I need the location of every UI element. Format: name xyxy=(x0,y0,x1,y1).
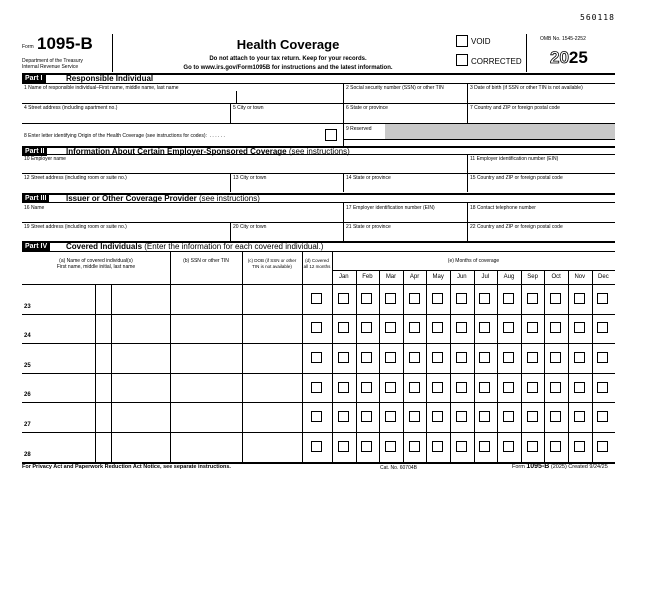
covered-all-12-months-checkbox[interactable] xyxy=(311,382,322,393)
month-checkbox-jun[interactable] xyxy=(456,411,467,422)
month-checkbox-apr[interactable] xyxy=(409,293,420,304)
part3-badge: Part III xyxy=(22,194,49,203)
covered-all-12-months-checkbox[interactable] xyxy=(311,352,322,363)
month-checkbox-mar[interactable] xyxy=(385,352,396,363)
covered-all-12-months-checkbox[interactable] xyxy=(311,441,322,452)
field-20-label: 20 City or town xyxy=(233,224,267,230)
part2-badge: Part II xyxy=(22,147,47,156)
month-header-may: May xyxy=(432,274,444,280)
month-checkbox-feb[interactable] xyxy=(361,322,372,333)
month-checkbox-feb[interactable] xyxy=(361,293,372,304)
row-number: 26 xyxy=(24,392,31,399)
field-18-label: 18 Contact telephone number xyxy=(470,205,536,211)
month-checkbox-sep[interactable] xyxy=(527,382,538,393)
month-checkbox-jul[interactable] xyxy=(479,293,490,304)
month-header-oct: Oct xyxy=(551,274,561,280)
omb-number: OMB No. 1545-2252 xyxy=(540,36,586,42)
reserved-shaded-area xyxy=(385,124,615,139)
month-checkbox-jan[interactable] xyxy=(338,441,349,452)
month-checkbox-oct[interactable] xyxy=(550,441,561,452)
month-header-mar: Mar xyxy=(385,274,397,280)
field-14-label: 14 State or province xyxy=(346,175,391,181)
month-checkbox-dec[interactable] xyxy=(597,441,608,452)
month-checkbox-jun[interactable] xyxy=(456,322,467,333)
month-header-dec: Dec xyxy=(598,274,609,280)
dept-line1: Department of the Treasury xyxy=(22,58,83,64)
part4-title: Covered Individuals (Enter the information for each covered individual.) xyxy=(66,242,324,251)
field-12-label: 12 Street address (including room or suite no.) xyxy=(24,175,127,181)
barcode-number: 560118 xyxy=(580,13,615,22)
month-checkbox-mar[interactable] xyxy=(385,322,396,333)
field-17-label: 17 Employer identification number (EIN) xyxy=(346,205,435,211)
month-checkbox-oct[interactable] xyxy=(550,382,561,393)
month-header-jun: Jun xyxy=(456,274,467,280)
field-9-label: 9 Reserved xyxy=(346,126,372,132)
part3-title: Issuer or Other Coverage Provider (see instructions) xyxy=(66,194,260,203)
month-checkbox-jan[interactable] xyxy=(338,293,349,304)
part2-title: Information About Certain Employer-Sponsored Coverage (see instructions) xyxy=(66,147,350,156)
month-checkbox-may[interactable] xyxy=(432,382,443,393)
month-header-jul: Jul xyxy=(481,274,490,280)
month-header-sep: Sep xyxy=(527,274,538,280)
month-checkbox-dec[interactable] xyxy=(597,293,608,304)
field-13-label: 13 City or town xyxy=(233,175,267,181)
covered-all-12-months-checkbox[interactable] xyxy=(311,293,322,304)
form-reference: Form 1095-B (2025) Created 9/24/25 xyxy=(512,463,608,470)
month-checkbox-apr[interactable] xyxy=(409,352,420,363)
month-checkbox-jan[interactable] xyxy=(338,352,349,363)
month-checkbox-oct[interactable] xyxy=(550,352,561,363)
month-checkbox-jun[interactable] xyxy=(456,382,467,393)
field-5-label: 5 City or town xyxy=(233,105,264,111)
dept-line2: Internal Revenue Service xyxy=(22,64,79,70)
tax-year: 2025 xyxy=(550,48,588,67)
month-checkbox-feb[interactable] xyxy=(361,411,372,422)
subtitle-2: Go to www.irs.gov/Form1095B for instructions and the latest information. xyxy=(183,65,393,71)
field-7-label: 7 Country and ZIP or foreign postal code xyxy=(470,105,560,111)
month-header-aug: Aug xyxy=(503,274,515,280)
month-checkbox-aug[interactable] xyxy=(503,352,514,363)
month-checkbox-mar[interactable] xyxy=(385,411,396,422)
month-checkbox-dec[interactable] xyxy=(597,352,608,363)
month-checkbox-apr[interactable] xyxy=(409,322,420,333)
form-title: Health Coverage xyxy=(236,37,340,52)
form-number: 1095-B xyxy=(37,34,93,53)
part1-badge: Part I xyxy=(22,74,46,83)
void-label: VOID xyxy=(471,37,491,46)
field-21-label: 21 State or province xyxy=(346,224,391,230)
month-checkbox-nov[interactable] xyxy=(574,411,585,422)
month-checkbox-jul[interactable] xyxy=(479,382,490,393)
month-checkbox-oct[interactable] xyxy=(550,293,561,304)
month-checkbox-aug[interactable] xyxy=(503,441,514,452)
field-4-label: 4 Street address (including apartment no.) xyxy=(24,105,118,111)
form-label: Form xyxy=(22,44,34,50)
row-number: 27 xyxy=(24,422,31,428)
month-header-feb: Feb xyxy=(362,274,373,280)
col-c-header-line2: TIN is not available) xyxy=(252,264,292,269)
corrected-label: CORRECTED xyxy=(471,57,522,66)
part1-title: Responsible Individual xyxy=(66,74,154,83)
month-checkbox-nov[interactable] xyxy=(574,322,585,333)
field-15-label: 15 Country and ZIP or foreign postal code xyxy=(470,175,563,181)
col-c-header-line1: (c) DOB (if SSN or other xyxy=(247,258,297,263)
covered-all-12-months-checkbox[interactable] xyxy=(311,322,322,333)
field-16-label: 16 Name xyxy=(24,205,45,211)
col-b-header: (b) SSN or other TIN xyxy=(183,258,229,264)
col-d-header-line2: all 12 months xyxy=(303,264,331,269)
month-checkbox-oct[interactable] xyxy=(550,322,561,333)
month-checkbox-jan[interactable] xyxy=(338,322,349,333)
part4-badge: Part IV xyxy=(22,242,50,251)
month-checkbox-aug[interactable] xyxy=(503,382,514,393)
field-11-label: 11 Employer identification number (EIN) xyxy=(470,156,559,162)
month-checkbox-nov[interactable] xyxy=(574,382,585,393)
subtitle-1: Do not attach to your tax return. Keep for your records. xyxy=(209,56,367,62)
row-number: 28 xyxy=(24,451,31,458)
month-checkbox-jun[interactable] xyxy=(456,441,467,452)
month-checkbox-oct[interactable] xyxy=(550,411,561,422)
field-10-label: 10 Employer name xyxy=(24,156,66,162)
field-19-label: 19 Street address (including room or suite no.) xyxy=(24,224,127,230)
month-checkbox-jul[interactable] xyxy=(479,411,490,422)
month-checkbox-may[interactable] xyxy=(432,322,443,333)
month-checkbox-aug[interactable] xyxy=(503,293,514,304)
month-checkbox-jul[interactable] xyxy=(479,322,490,333)
month-checkbox-jan[interactable] xyxy=(338,411,349,422)
month-checkbox-jun[interactable] xyxy=(456,293,467,304)
month-checkbox-dec[interactable] xyxy=(597,322,608,333)
month-checkbox-sep[interactable] xyxy=(527,322,538,333)
month-checkbox-may[interactable] xyxy=(432,411,443,422)
month-checkbox-feb[interactable] xyxy=(361,352,372,363)
month-checkbox-feb[interactable] xyxy=(361,441,372,452)
month-checkbox-aug[interactable] xyxy=(503,322,514,333)
col-d-header-line1: (d) Covered xyxy=(305,258,329,263)
month-checkbox-nov[interactable] xyxy=(574,441,585,452)
month-checkbox-mar[interactable] xyxy=(385,441,396,452)
month-header-apr: Apr xyxy=(409,274,420,280)
row-number: 23 xyxy=(24,303,31,310)
month-checkbox-aug[interactable] xyxy=(503,411,514,422)
month-checkbox-jun[interactable] xyxy=(456,352,467,363)
field-22-label: 22 Country and ZIP or foreign postal code xyxy=(470,224,563,230)
month-checkbox-may[interactable] xyxy=(432,352,443,363)
month-checkbox-sep[interactable] xyxy=(527,441,538,452)
void-checkbox[interactable] xyxy=(456,35,468,47)
month-checkbox-may[interactable] xyxy=(432,293,443,304)
month-checkbox-sep[interactable] xyxy=(527,411,538,422)
month-checkbox-sep[interactable] xyxy=(527,293,538,304)
month-checkbox-jul[interactable] xyxy=(479,352,490,363)
month-checkbox-nov[interactable] xyxy=(574,352,585,363)
month-header-jan: Jan xyxy=(338,274,349,280)
row-number: 24 xyxy=(24,333,31,340)
month-checkbox-dec[interactable] xyxy=(597,382,608,393)
month-checkbox-dec[interactable] xyxy=(597,411,608,422)
privacy-notice: For Privacy Act and Paperwork Reduction Act Notice, see separate instructions. xyxy=(22,464,231,470)
field-1-label: 1 Name of responsible individual–First name, middle name, last name xyxy=(24,85,179,91)
covered-all-12-months-checkbox[interactable] xyxy=(311,411,322,422)
corrected-checkbox[interactable] xyxy=(456,54,468,66)
field-8-label: 8 Enter letter identifying Origin of the Health Coverage (see instructions for codes): . . . . . . xyxy=(24,133,225,139)
month-checkbox-jan[interactable] xyxy=(338,382,349,393)
month-checkbox-nov[interactable] xyxy=(574,293,585,304)
month-checkbox-jul[interactable] xyxy=(479,441,490,452)
month-checkbox-may[interactable] xyxy=(432,441,443,452)
field-3-label: 3 Date of birth (if SSN or other TIN is not available) xyxy=(470,85,583,91)
month-checkbox-apr[interactable] xyxy=(409,441,420,452)
col-e-header: (e) Months of coverage xyxy=(447,258,500,264)
col-a-header-line2: First name, middle initial, last name xyxy=(56,264,136,270)
field-8-origin-box[interactable] xyxy=(325,129,337,141)
row-number: 25 xyxy=(24,362,31,369)
month-checkbox-sep[interactable] xyxy=(527,352,538,363)
month-header-nov: Nov xyxy=(574,274,586,280)
cat-number: Cat. No. 60704B xyxy=(380,465,417,471)
month-checkbox-mar[interactable] xyxy=(385,382,396,393)
month-checkbox-mar[interactable] xyxy=(385,293,396,304)
col-a-header-line1: (a) Name of covered individual(s) xyxy=(59,258,133,264)
month-checkbox-feb[interactable] xyxy=(361,382,372,393)
field-6-label: 6 State or province xyxy=(346,105,388,111)
month-checkbox-apr[interactable] xyxy=(409,411,420,422)
month-checkbox-apr[interactable] xyxy=(409,382,420,393)
field-2-label: 2 Social security number (SSN) or other TIN xyxy=(346,85,444,91)
